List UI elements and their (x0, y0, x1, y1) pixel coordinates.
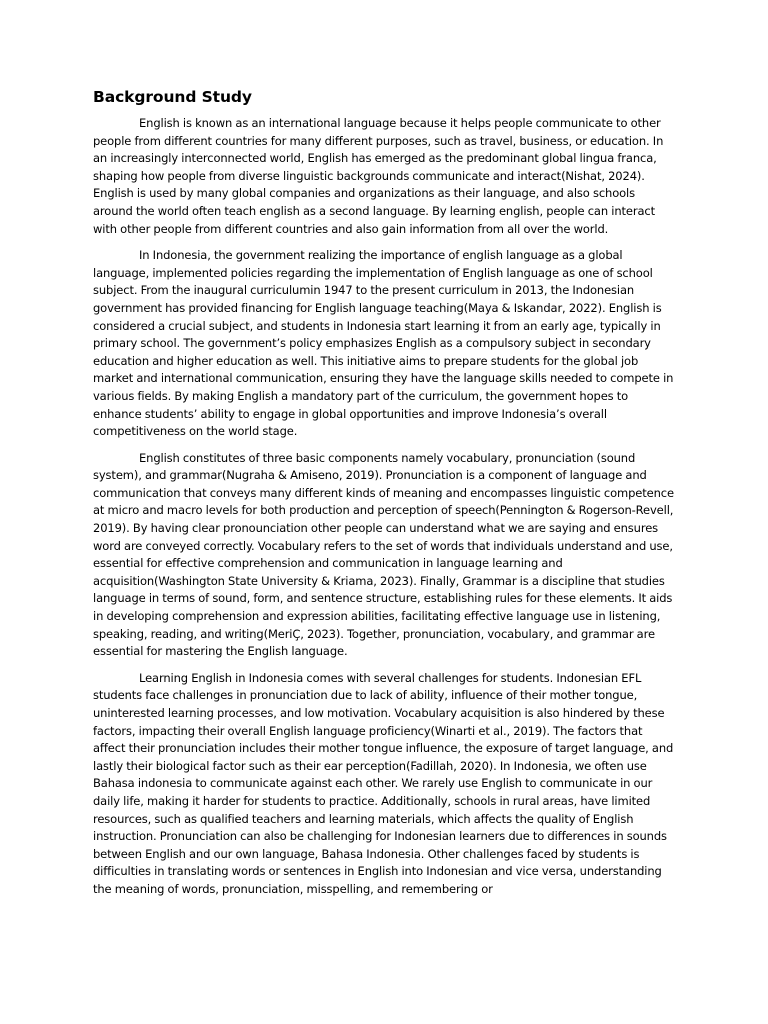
paragraph-indonesia-policy: In Indonesia, the government realizing the importance of english language as a global language, implemented policies regarding the implementation of English language as one of school subject. From the inaugural curriculumin 1947 to the present curriculum in 2013, the Indonesian government has provided financing for English language teaching(Maya & Iskandar, 2022). English is considered a crucial subject, and students in Indonesia start learning it from an early age, typically in primary school. The government’s policy emphasizes English as a compulsory subject in secondary education and higher education as well. This initiative aims to prepare students for the global job market and international communication, ensuring they have the language skills needed to compete in various fields. By making English a mandatory part of the curriculum, the government hopes to enhance students’ ability to engage in global opportunities and improve Indonesia’s overall competitiveness on the world stage. (93, 248, 674, 439)
paragraph-english-components: English constitutes of three basic components namely vocabulary, pronunciation (sound system), and grammar(Nugraha & Amiseno, 2019). Pronunciation is a component of language and communication that conveys many different kinds of meaning and encompasses linguistic competence at micro and macro levels for both production and perception of speech(Pennington & Rogerson-Revell, 2019). By having clear pronounciation other people can understand what we are saying and ensures word are conveyed correctly. Vocabulary refers to the set of words that individuals understand and use, essential for effective comprehension and communication in language learning and acquisition(Washington State University & Kriama, 2023). Finally, Grammar is a discipline that studies language in terms of sound, form, and sentence structure, establishing rules for these elements. It aids in developing comprehension and expression abilities, facilitating effective language use in listening, speaking, reading, and writing(Meri̇Ç, 2023). Together, pronunciation, vocabulary, and grammar are essential for mastering the English language. (93, 450, 674, 659)
section-heading: Background Study (93, 88, 252, 106)
paragraph-english-international: English is known as an international language because it helps people communicate to other people from different countries for many different purposes, such as travel, business, or education. In an increasingly interconnected world, English has emerged as the predominant global lingua franca, shaping how people from diverse linguistic backgrounds communicate and interact(Nishat, 2024). English is used by many global companies and organizations as their language, and also schools around the world often teach english as a second language. By learning english, people can interact with other people from different countries and also gain information from all over the world. (93, 116, 664, 236)
paragraph-learning-challenges: Learning English in Indonesia comes with several challenges for students. Indonesian EFL students face challenges in pronunciation due to lack of ability, influence of their mother tongue, uninterested learning processes, and low motivation. Vocabulary acquisition is also hindered by these factors, impacting their overall English language proficiency(Winarti et al., 2019). The factors that affect their pronunciation includes their mother tongue influence, the exposure of target language, and lastly their biological factor such as their ear perception(Fadillah, 2020). In Indonesia, we often use Bahasa indonesia to communicate against each other. We rarely use English to communicate in our daily life, making it harder for students to practice. Additionally, schools in rural areas, have limited resources, such as qualified teachers and learning materials, which affects the quality of English instruction. Pronunciation can also be challenging for Indonesian learners due to differences in sounds between English and our own language, Bahasa Indonesia. Other challenges faced by students is difficulties in translating words or sentences in English into Indonesian and vice versa, understanding the meaning of words, pronunciation, misspelling, and remembering or (93, 670, 674, 896)
